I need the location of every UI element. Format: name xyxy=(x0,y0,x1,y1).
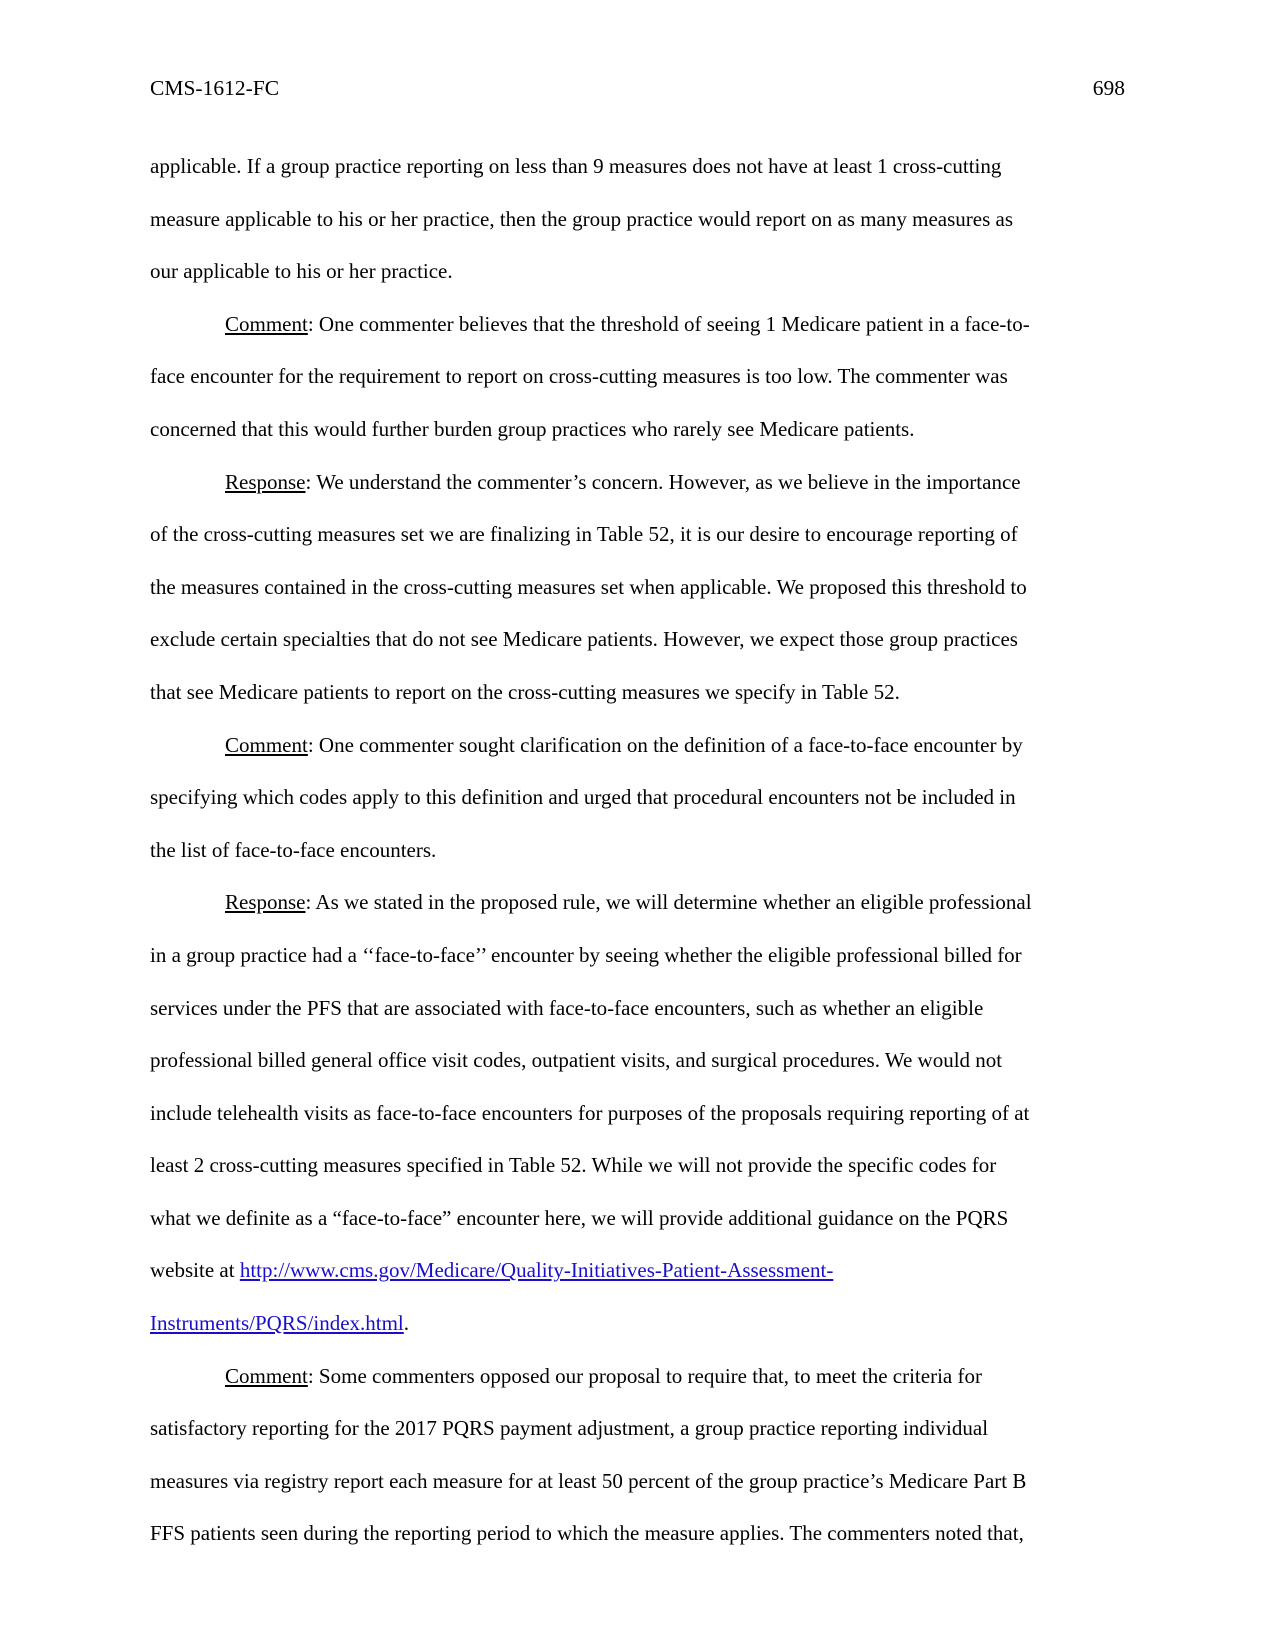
text-line: of the cross-cutting measures set we are finalizing in Table 52, it is our desire to encourage reporting of xyxy=(150,522,1018,547)
text-line: the measures contained in the cross-cutting measures set when applicable. We proposed this threshold to xyxy=(150,574,1027,599)
pqrs-website-link[interactable]: http://www.cms.gov/Medicare/Quality-Initiatives-Patient-Assessment- xyxy=(239,1258,834,1283)
text-line: measure applicable to his or her practice, then the group practice would report on as many measures as xyxy=(150,206,1014,231)
page-number: 698 xyxy=(1092,76,1125,100)
text-line: services under the PFS that are associated with face-to-face encounters, such as whether an eligible xyxy=(150,995,984,1020)
text-line: exclude certain specialties that do not see Medicare patients. However, we expect those group practices xyxy=(150,627,1018,652)
text-line: face encounter for the requirement to report on cross-cutting measures is too low. The commenter was xyxy=(150,364,1008,389)
text-line: what we definite as a “face-to-face” encounter here, we will provide additional guidance on the PQRS xyxy=(150,1205,1009,1230)
text-line: that see Medicare patients to report on the cross-cutting measures we specify in Table 52. xyxy=(150,679,900,704)
text-line: include telehealth visits as face-to-face encounters for purposes of the proposals requiring reporting of at xyxy=(150,1100,1030,1125)
pqrs-website-link-continued[interactable]: Instruments/PQRS/index.html xyxy=(150,1311,404,1336)
page-header xyxy=(150,73,1125,103)
document-body xyxy=(150,140,1125,1560)
response-label: Response xyxy=(225,890,306,915)
text-line: in a group practice had a ‘‘face-to-face’’ encounter by seeing whether the eligible professional billed for xyxy=(150,942,1022,967)
paragraph-comment xyxy=(150,298,1125,456)
text-line: the list of face-to-face encounters. xyxy=(150,837,437,862)
text-line: measures via registry report each measure for at least 50 percent of the group practice’s Medicare Part B xyxy=(150,1468,1027,1493)
text-line: specifying which codes apply to this definition and urged that procedural encounters not be included in xyxy=(150,785,1016,810)
response-label: Response xyxy=(225,469,306,494)
text-line: satisfactory reporting for the 2017 PQRS payment adjustment, a group practice reporting individual xyxy=(150,1416,989,1441)
comment-label: Comment xyxy=(225,1363,308,1388)
text-line xyxy=(150,1244,1125,1297)
text-run: : One commenter sought clarification on the definition of a face-to-face encounter by xyxy=(307,732,1023,757)
paragraph-continuation xyxy=(150,140,1125,298)
comment-label: Comment xyxy=(225,732,308,757)
text-run: : One commenter believes that the threshold of seeing 1 Medicare patient in a face-to- xyxy=(307,311,1030,336)
text-run: : Some commenters opposed our proposal to require that, to meet the criteria for xyxy=(307,1363,982,1388)
text-run: website at xyxy=(150,1258,240,1283)
text-line: professional billed general office visit codes, outpatient visits, and surgical procedures. We would not xyxy=(150,1048,1003,1073)
text-run: : We understand the commenter’s concern. However, as we believe in the importance xyxy=(305,469,1021,494)
text-line xyxy=(150,719,1125,772)
text-run: : As we stated in the proposed rule, we will determine whether an eligible professional xyxy=(305,890,1032,915)
paragraph-comment xyxy=(150,719,1125,877)
text-line xyxy=(150,298,1125,351)
paragraph-comment xyxy=(150,1350,1125,1560)
text-line xyxy=(150,1297,1125,1350)
comment-label: Comment xyxy=(225,311,308,336)
text-line xyxy=(150,876,1125,929)
document-id: CMS-1612-FC xyxy=(150,76,280,100)
text-line: FFS patients seen during the reporting period to which the measure applies. The commenters noted that, xyxy=(150,1521,1024,1546)
text-line xyxy=(150,1350,1125,1403)
paragraph-response xyxy=(150,876,1125,1349)
text-line: our applicable to his or her practice. xyxy=(150,259,453,284)
text-line xyxy=(150,456,1125,509)
paragraph-response xyxy=(150,456,1125,719)
text-line: least 2 cross-cutting measures specified in Table 52. While we will not provide the specific codes for xyxy=(150,1153,997,1178)
text-run: . xyxy=(403,1311,410,1336)
text-line: concerned that this would further burden group practices who rarely see Medicare patients. xyxy=(150,416,915,441)
text-line: applicable. If a group practice reporting on less than 9 measures does not have at least 1 cross-cutting xyxy=(150,154,1002,178)
